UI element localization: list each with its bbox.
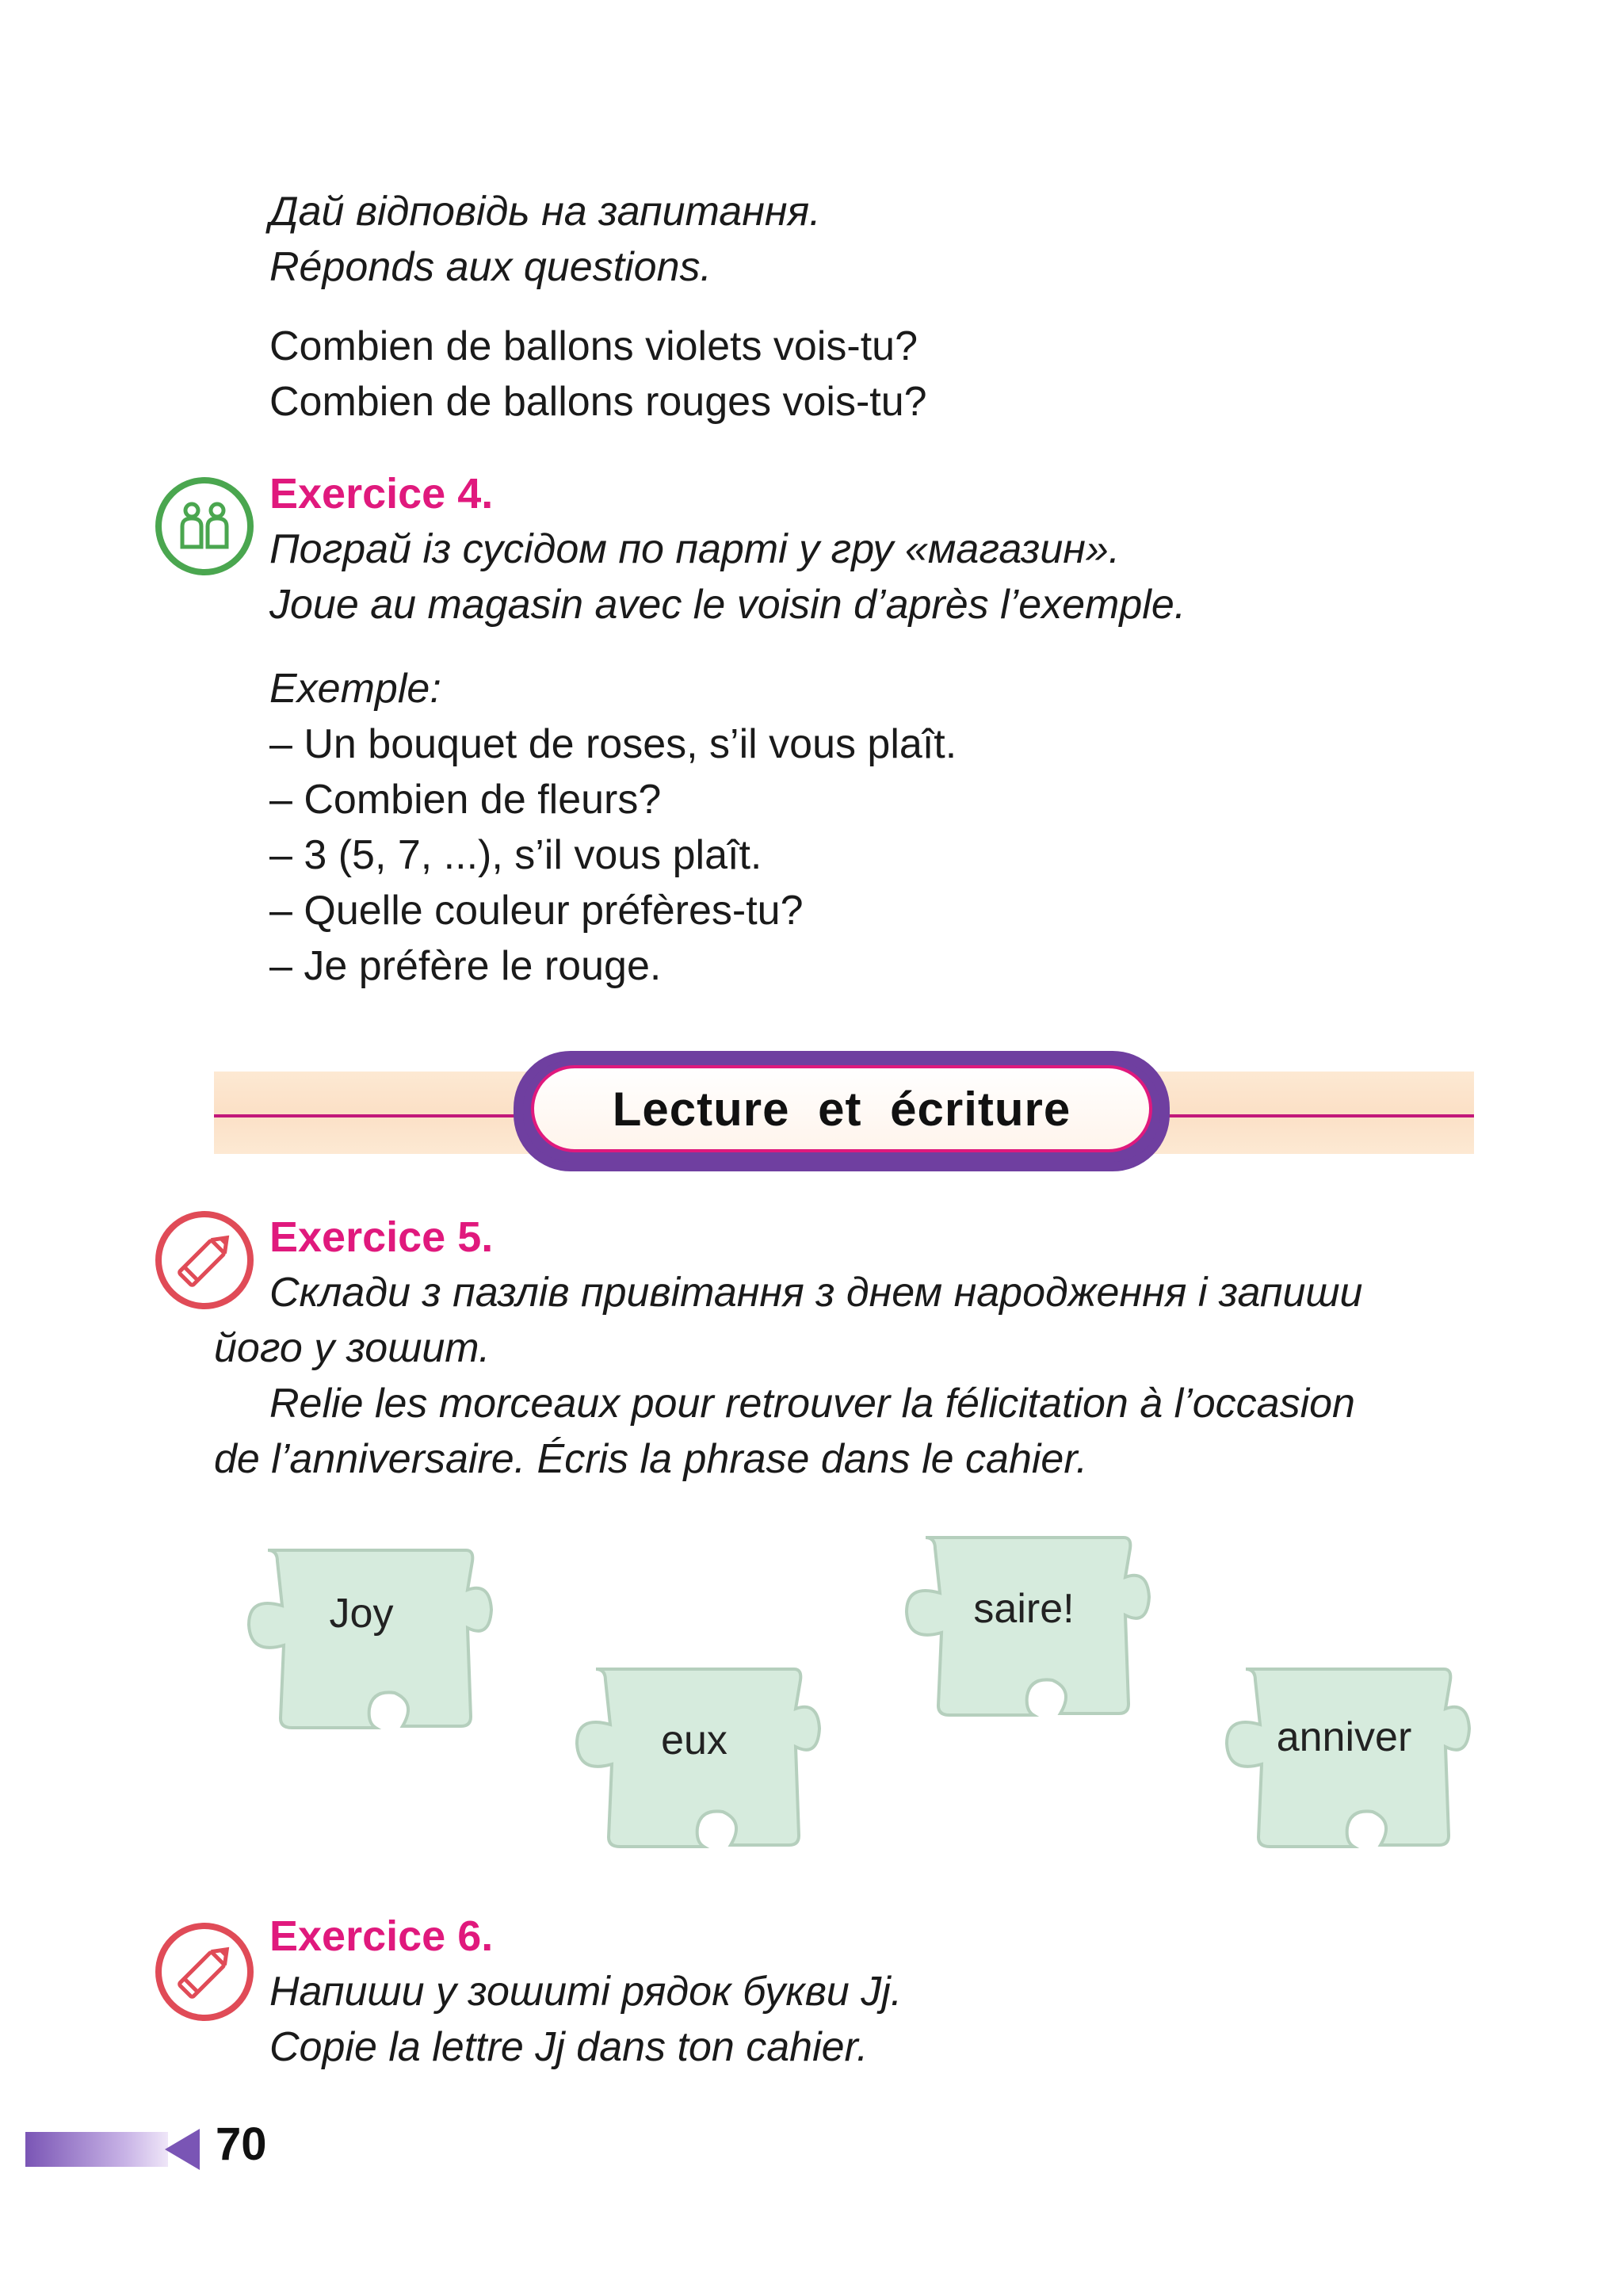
page-number: 70: [216, 2118, 267, 2170]
section-header: [514, 1051, 1170, 1171]
exercise-5-title: Exercice 5.: [269, 1213, 494, 1261]
dialogue-line: – Je préfère le rouge.: [269, 943, 662, 989]
exercise-4-instruction-uk: Пограй із сусідом по парті у гру «магазин».: [269, 526, 1121, 572]
exercise-5-instruction-fr-2: de l’anniversaire. Écris la phrase dans le cahier.: [214, 1436, 1088, 1482]
puzzle-piece-label: anniver: [1276, 1714, 1412, 1760]
puzzle-piece[interactable]: [236, 1534, 498, 1748]
exercise-4-instruction-fr: Joue au magasin avec le voisin d’après l’exemple.: [269, 582, 1186, 628]
pencil-icon: [154, 1209, 255, 1311]
pair-work-icon: [154, 476, 255, 577]
exercise-6-instruction-fr: Copie la lettre Jj dans ton cahier.: [269, 2024, 869, 2070]
intro-question-1: Combien de ballons violets vois-tu?: [269, 323, 918, 369]
puzzle-piece[interactable]: [564, 1653, 826, 1867]
exercise-6-instruction-uk: Напиши у зошиті рядок букви Jj.: [269, 1969, 903, 2015]
puzzle-piece-label: eux: [661, 1717, 727, 1763]
page-arrow-icon: [165, 2129, 200, 2170]
dialogue-line: – Combien de fleurs?: [269, 777, 662, 823]
exercise-4-example-label: Exemple:: [269, 666, 441, 712]
section-title: Lecture et écriture: [612, 1082, 1071, 1136]
exercise-4-title: Exercice 4.: [269, 470, 494, 518]
intro-question-2: Combien de ballons rouges vois-tu?: [269, 379, 927, 425]
exercise-5-instruction-uk-2: його у зошит.: [214, 1325, 491, 1371]
exercise-5-instruction-fr-1: Relie les morceaux pour retrouver la félicitation à l’occasion: [269, 1381, 1355, 1427]
footer-bar: [25, 2132, 168, 2167]
intro-instruction-uk: Дай відповідь на запитання.: [269, 189, 821, 235]
exercise-6-title: Exercice 6.: [269, 1912, 494, 1960]
intro-instruction-fr: Réponds aux questions.: [269, 244, 712, 290]
puzzle-piece[interactable]: [894, 1522, 1155, 1736]
dialogue-line: – Quelle couleur préfères-tu?: [269, 888, 804, 934]
dialogue-line: – 3 (5, 7, ...), s’il vous plaît.: [269, 832, 762, 878]
exercise-5-instruction-uk-1: Склади з пазлів привітання з днем народження і запиши: [269, 1270, 1363, 1316]
puzzle-piece-label: Joy: [329, 1591, 394, 1637]
puzzle-piece-label: saire!: [973, 1586, 1075, 1632]
dialogue-line: – Un bouquet de roses, s’il vous plaît.: [269, 721, 957, 767]
pencil-icon: [154, 1921, 255, 2023]
puzzle-piece[interactable]: [1214, 1653, 1476, 1867]
